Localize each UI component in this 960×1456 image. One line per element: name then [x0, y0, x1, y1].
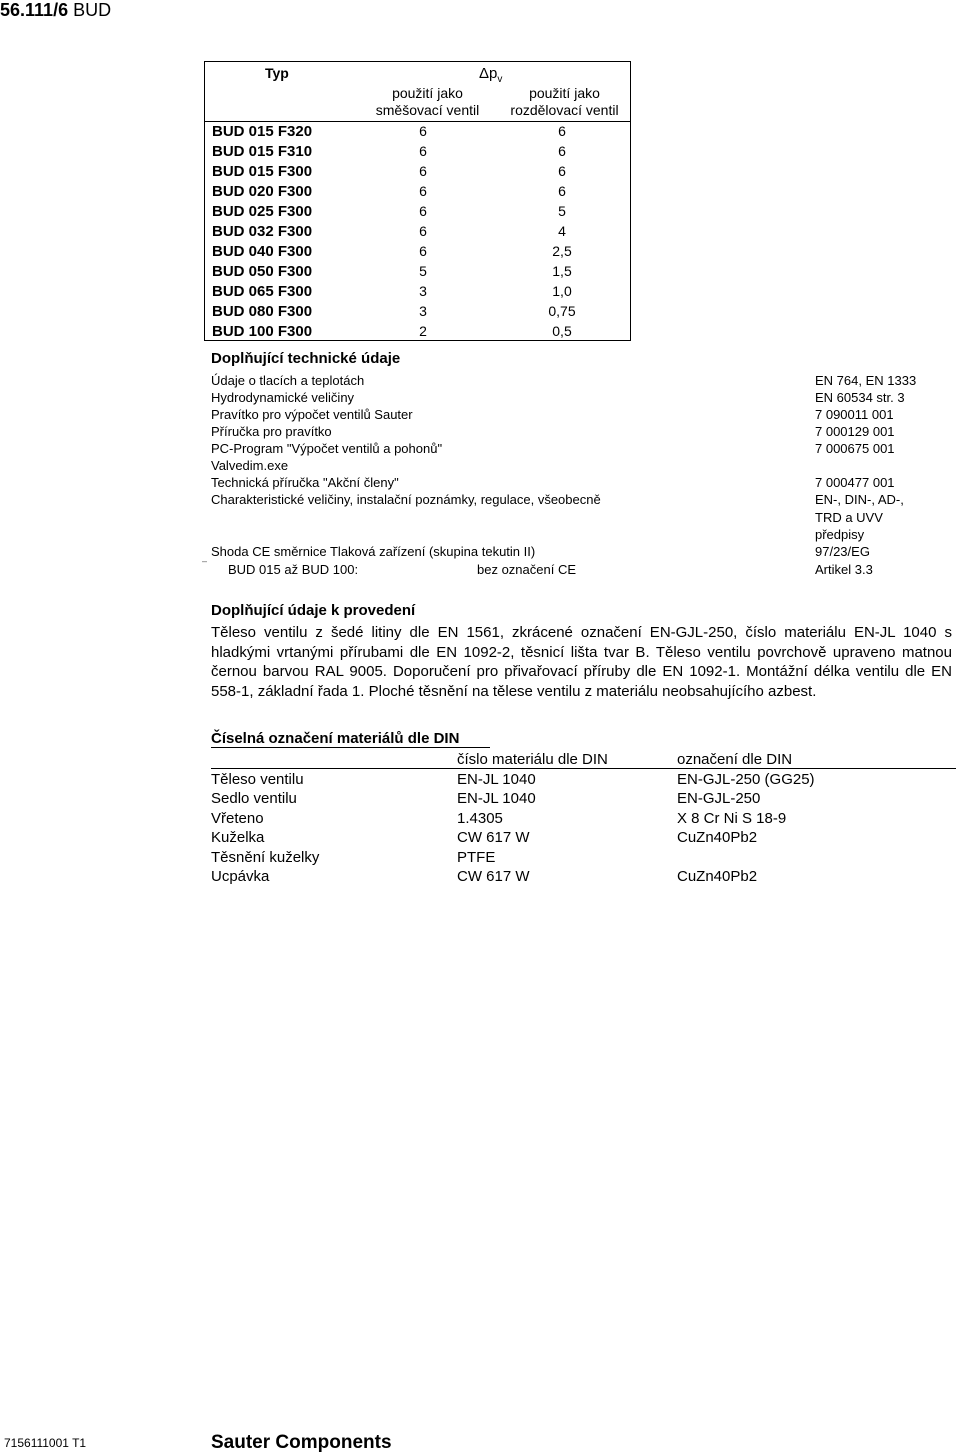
table-row: BUD 065 F300 3 1,0 [212, 283, 572, 300]
table-row: BUD 040 F300 6 2,5 [212, 243, 572, 260]
pressure-table [204, 61, 631, 341]
tech-row: PC-Program "Výpočet ventilů a pohonů" 7 000675 001 [211, 441, 895, 456]
execution-paragraph: Těleso ventilu z šedé litiny dle EN 1561, zkrácené označení EN-GJL-250, číslo materiálu EN-JL 1040 s hladkými vrtanými přírubami dle EN 1092-2, těsnicí lišta tvar B. Těleso ventilu povrchově upraveno matnou černou barvou RAL 9005. Doporučení pro přivařovací příruby dle EN 1092-1. Montážní délka ventilu dle EN 558-1, základní řada 1. Ploché těsnění na tělese ventilu z materiálu neobsahujícího azbest. [211, 624, 952, 700]
column-header-mixing: použití jako směšovací ventil [375, 85, 480, 118]
doc-number: 56.111/6 [0, 0, 69, 20]
tech-row-ce: BUD 015 až BUD 100: bez označení CE Artikel 3.3 [228, 562, 873, 577]
header-divider [211, 768, 956, 769]
column-header-type: Typ [265, 65, 289, 81]
material-row: Vřeteno 1.4305 X 8 Cr Ni S 18-9 [211, 810, 787, 827]
column-header-designation: označení dle DIN [677, 751, 793, 768]
tech-row: Příručka pro pravítko 7 000129 001 [211, 424, 895, 439]
column-header-material-number: číslo materiálu dle DIN [457, 751, 608, 768]
table-row: BUD 025 F300 6 5 [212, 203, 566, 220]
section-title-materials: Číselná označení materiálů dle DIN [211, 730, 460, 747]
table-row: BUD 100 F300 2 0,5 [212, 323, 572, 340]
table-row: BUD 080 F300 3 0,75 [212, 303, 576, 320]
table-row: BUD 015 F300 6 6 [212, 163, 566, 180]
column-header-dp: $\Delta p_v$ [479, 65, 503, 85]
table-row: BUD 015 F310 6 6 [212, 143, 566, 160]
table-row: BUD 020 F300 6 6 [212, 183, 566, 200]
title-underline [211, 747, 490, 748]
table-row: BUD 050 F300 5 1,5 [212, 263, 572, 280]
tech-row: Charakteristické veličiny, instalační poznámky, regulace, všeobecně EN-, DIN-, AD-, [211, 492, 904, 507]
tech-row: předpisy [815, 527, 865, 542]
footer-document-code: 7156111001 T1 [4, 1436, 87, 1450]
material-row: Těsnění kuželky PTFE [211, 849, 496, 866]
table-row: BUD 032 F300 6 4 [212, 223, 566, 240]
product-name: BUD [73, 0, 112, 20]
tech-row: TRD a UVV [815, 510, 883, 525]
table-row: BUD 015 F320 6 6 [212, 123, 566, 140]
material-row: Ucpávka CW 617 W CuZn40Pb2 [211, 868, 758, 885]
tech-row: Valvedim.exe [211, 458, 289, 473]
material-row: Kuželka CW 617 W CuZn40Pb2 [211, 829, 758, 846]
dash-mark: – [202, 556, 208, 566]
tech-row: Údaje o tlacích a teplotách EN 764, EN 1333 [211, 373, 917, 388]
tech-row: Hydrodynamické veličiny EN 60534 str. 3 [211, 390, 905, 405]
footer-brand: Sauter Components [211, 1432, 392, 1453]
section-title-execution: Doplňující údaje k provedení [211, 602, 416, 619]
material-row: Sedlo ventilu EN-JL 1040 EN-GJL-250 [211, 790, 761, 807]
tech-row: Shoda CE směrnice Tlaková zařízení (skupina tekutin II) 97/23/EG [211, 544, 870, 559]
document-number [0, 0, 111, 21]
tech-row: Pravítko pro výpočet ventilů Sauter 7 090011 001 [211, 407, 894, 422]
section-title-tech: Doplňující technické údaje [211, 350, 401, 367]
tech-row: Technická příručka "Akční členy" 7 000477 001 [211, 475, 895, 490]
material-row: Těleso ventilu EN-JL 1040 EN-GJL-250 (GG25) [211, 771, 815, 788]
column-header-diverting: použití jako rozdělovací ventil [510, 85, 619, 118]
